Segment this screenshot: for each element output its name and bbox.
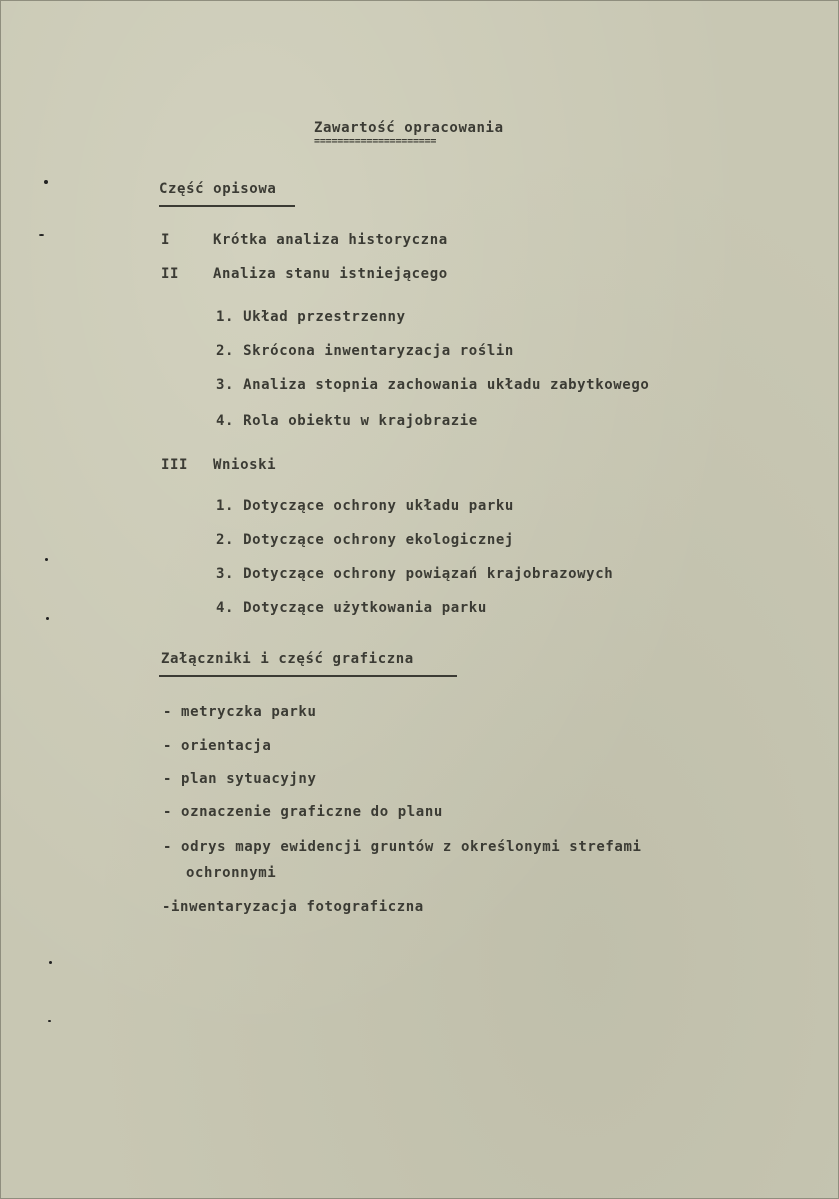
section-heading-underline [159, 675, 457, 677]
attachment-item: - plan sytuacyjny [163, 771, 317, 787]
item-existing-state-analysis: Analiza stanu istniejącego [213, 266, 448, 282]
scan-speck [46, 617, 49, 620]
attachment-item: - oznaczenie graficzne do planu [163, 804, 443, 820]
subitem-iii-4: 4. Dotyczące użytkowania parku [216, 600, 487, 616]
document-title: Zawartość opracowania [314, 120, 504, 136]
attachment-item: - odrys mapy ewidencji gruntów z określonymi strefami [163, 839, 642, 855]
item-conclusions: Wnioski [213, 457, 277, 473]
subitem-ii-3: 3. Analiza stopnia zachowania układu zabytkowego [216, 377, 650, 393]
attachment-item: - orientacja [163, 738, 272, 754]
scan-speck [48, 1020, 51, 1022]
subitem-ii-2: 2. Skrócona inwentaryzacja roślin [216, 343, 514, 359]
attachment-item-continuation: ochronnymi [186, 865, 277, 881]
item-number-i: I [161, 232, 171, 248]
subitem-iii-3: 3. Dotyczące ochrony powiązań krajobrazowych [216, 566, 614, 582]
subitem-iii-1: 1. Dotyczące ochrony układu parku [216, 498, 514, 514]
scan-speck [44, 180, 48, 184]
item-historical-analysis: Krótka analiza historyczna [213, 232, 448, 248]
subitem-iii-2: 2. Dotyczące ochrony ekologicznej [216, 532, 514, 548]
item-number-ii: II [161, 266, 180, 282]
scan-speck [45, 558, 48, 561]
scan-speck [39, 234, 44, 236]
attachment-item: -inwentaryzacja fotograficzna [162, 899, 424, 915]
item-number-iii: III [161, 457, 189, 473]
scan-speck [49, 961, 52, 964]
attachment-item: - metryczka parku [163, 704, 317, 720]
subitem-ii-4: 4. Rola obiektu w krajobrazie [216, 413, 478, 429]
section-heading-attachments: Załączniki i część graficzna [161, 651, 414, 667]
subitem-ii-1: 1. Układ przestrzenny [216, 309, 406, 325]
section-heading-descriptive: Część opisowa [159, 181, 277, 197]
title-double-underline: ===================== [314, 136, 437, 147]
section-heading-underline [159, 205, 295, 207]
